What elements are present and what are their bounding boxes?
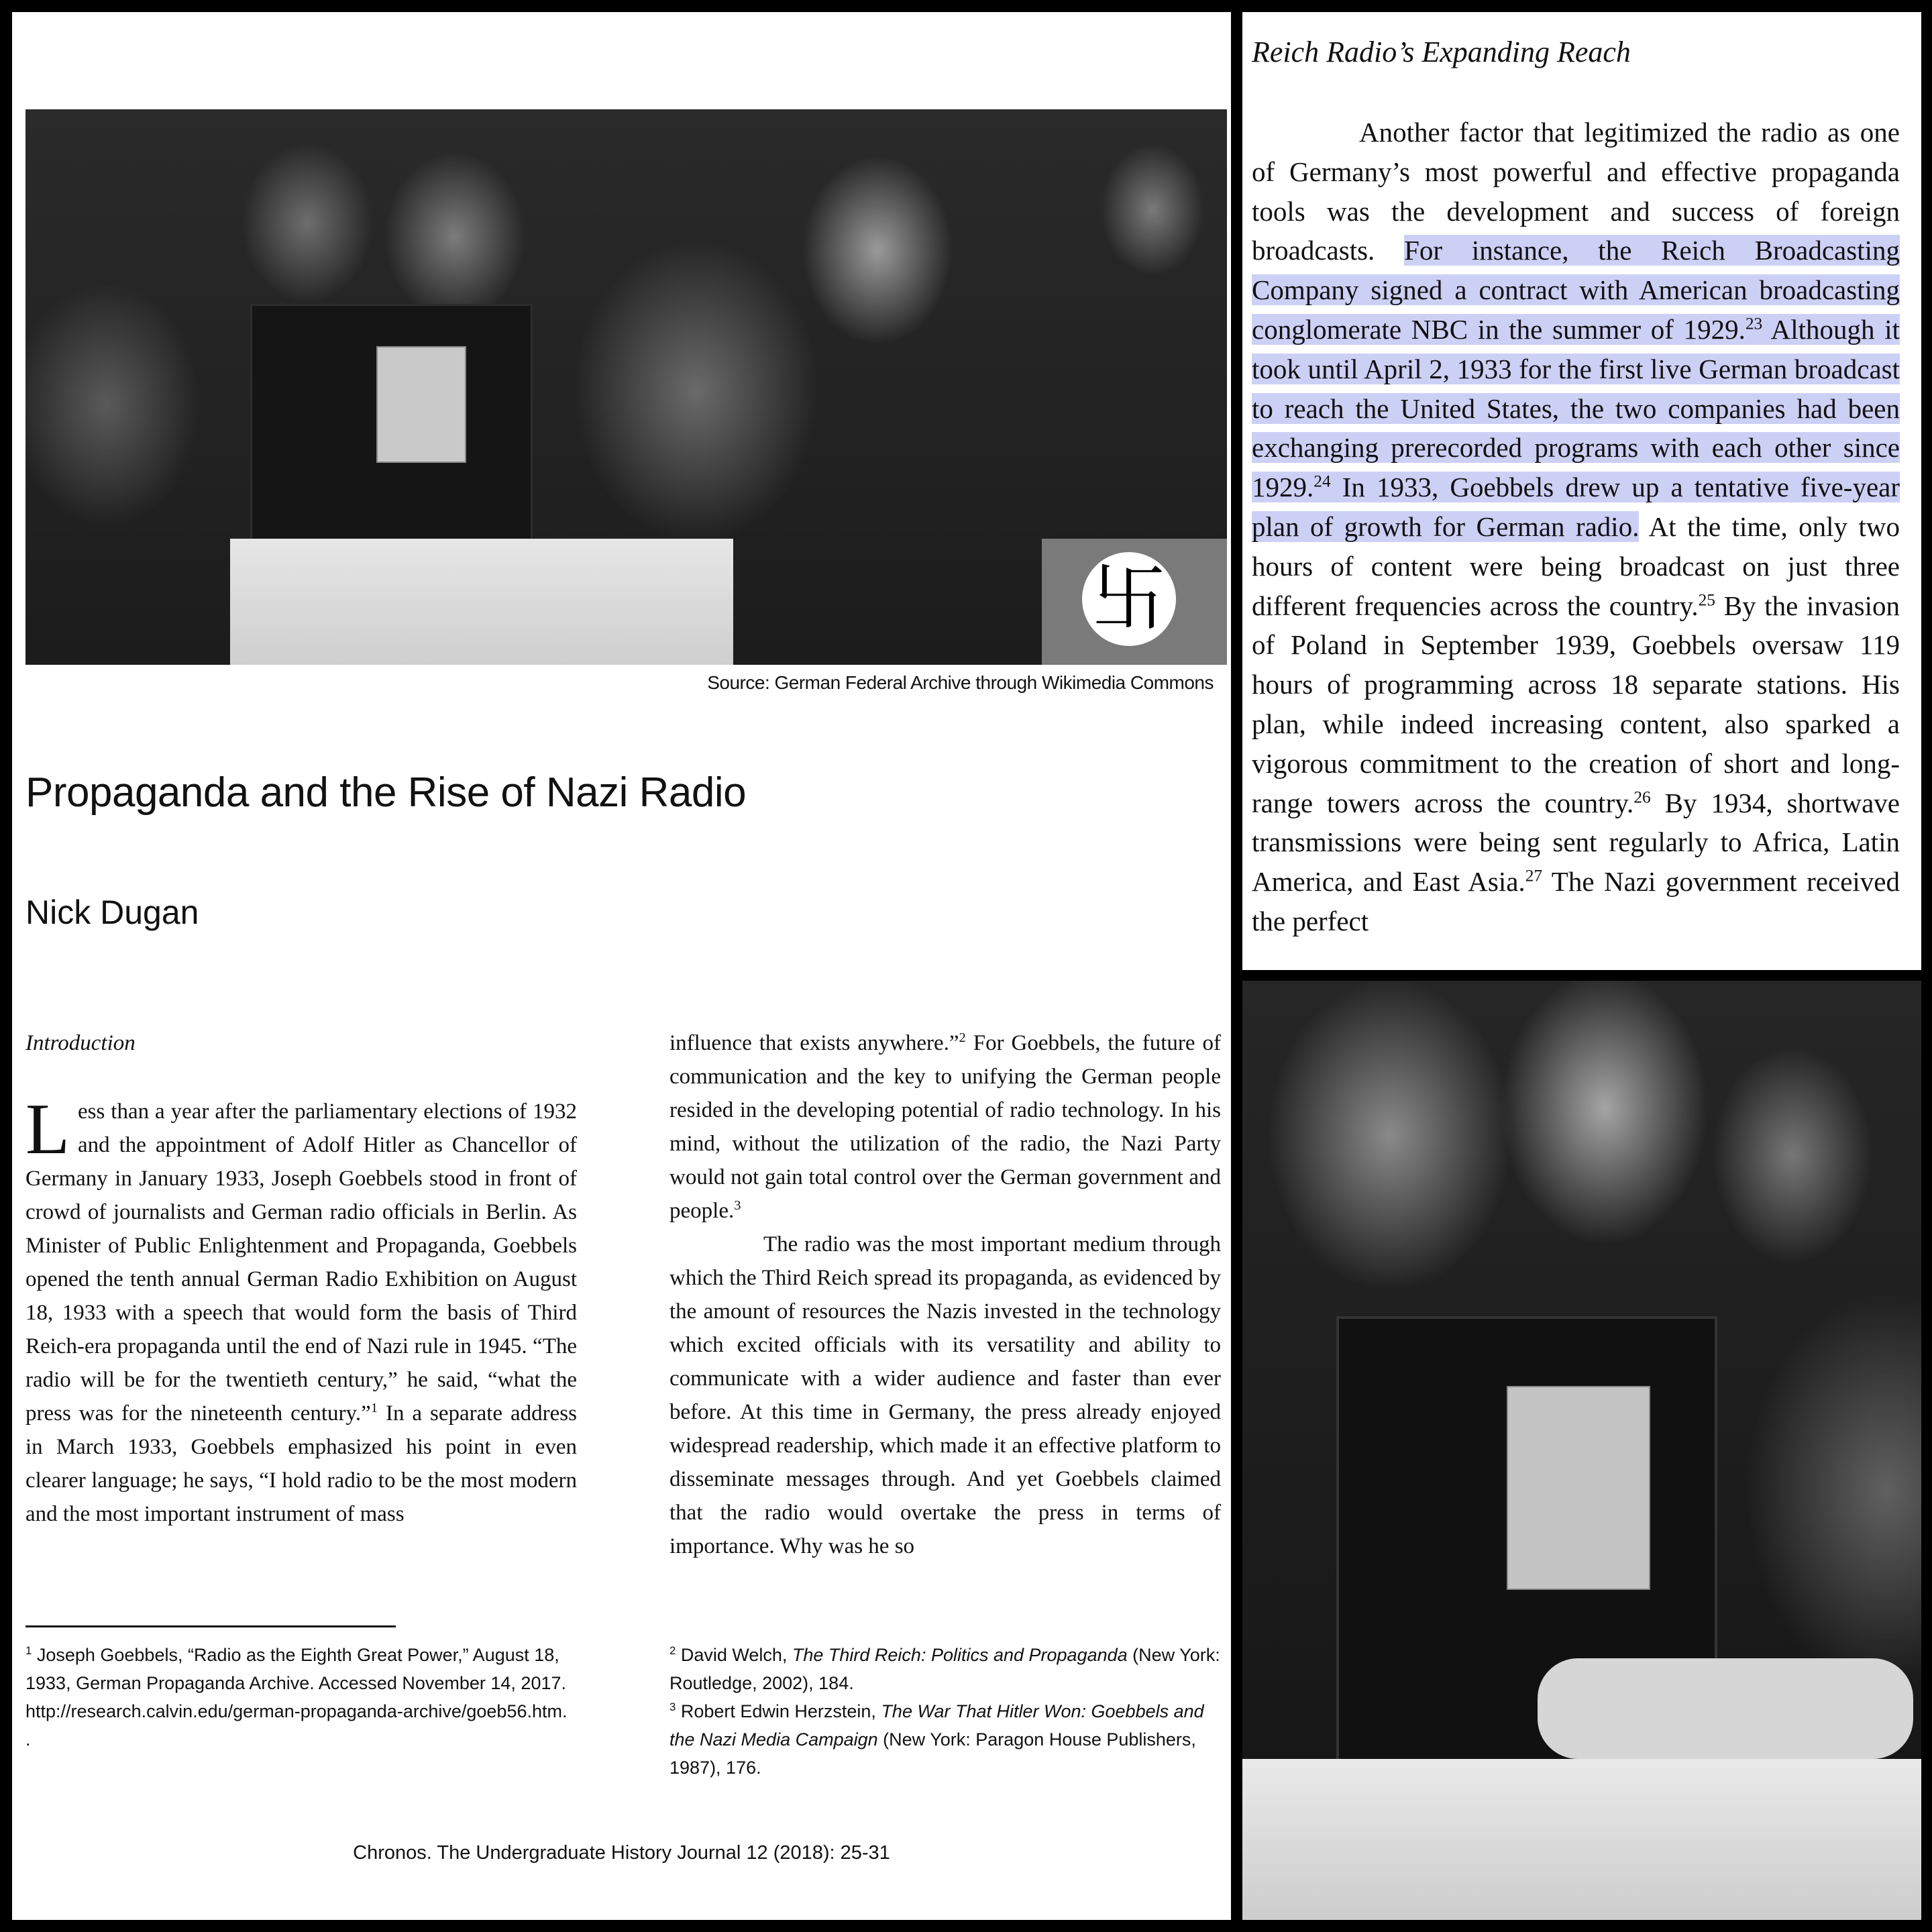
drop-cap: L <box>25 1089 70 1169</box>
display-plinth <box>1242 1759 1921 1920</box>
footnote-ref[interactable]: 1 <box>370 1401 378 1415</box>
footnote: $^3$ Robert Edwin Herzstein, The War That Hitler Won: Goebbels and the Nazi Media Campaign (New York: Paragon House Publishers, 1987), 176. <box>669 1701 1204 1778</box>
footnote-ref[interactable]: 23 <box>1745 314 1763 333</box>
footnotes-right <box>669 1641 1221 1782</box>
footnote-ref[interactable]: 24 <box>1313 472 1331 491</box>
footnote-ref[interactable]: 3 <box>734 1198 741 1213</box>
footnote-divider <box>25 1625 396 1627</box>
section-heading: Introduction <box>25 1031 136 1055</box>
selected-text[interactable]: For instance, the Reich Broadcasting Company signed a contract with American broadcasting conglomerate NBC in the summer of 1929.23 Although it took until April 2, 1933 for the first live German broadcast to reach the United States, the two companies had been exchanging prerecorded programs with each other since 1929.24 In 1933, Goebbels drew up a tentative five-year plan of growth for German radio. <box>1252 235 1900 542</box>
article-author: Nick Dugan <box>25 894 199 931</box>
zoomed-text-page <box>1242 12 1921 970</box>
paragraph-continued: influence that exists anywhere.”$^2$ For Goebbels, the future of communication and the key to unifying the German people resided in the developing potential of radio technology. In his mind, without the utilization of the radio, the Nazi Party would not gain total control over the German government and people.$^3$ <box>669 1030 1221 1223</box>
journal-footer: Chronos. The Undergraduate History Journal 12 (2018): 25-31 <box>353 1842 890 1864</box>
section-heading: Reich Radio’s Expanding Reach <box>1252 36 1631 68</box>
footnote-ref[interactable]: 2 <box>959 1030 966 1045</box>
article-page <box>12 12 1231 1920</box>
column-1 <box>25 1026 577 1531</box>
armband <box>1042 539 1227 665</box>
historical-photo <box>25 109 1227 665</box>
hand <box>1538 1658 1913 1759</box>
footnote: $^1$ Joseph Goebbels, “Radio as the Eighth Great Power,” August 18, 1933, German Propaganda Archive. Accessed November 14, 2017. http://research.calvin.edu/german-propaganda-archive/goeb56.htm. <box>25 1644 568 1721</box>
paragraph: The radio was the most important medium through which the Third Reich spread its propaganda, as evidenced by the amount of resources the Nazis invested in the technology which excited officials with its versatility and ability to communicate with a wider audience and faster than ever before. At this time in Germany, the press already enjoyed widespread readership, which made it an effective platform to disseminate messages through. And yet Goebbels claimed that the radio would overtake the press in terms of importance. Why was he so <box>669 1232 1221 1558</box>
armband-emblem: 卐 <box>1082 552 1176 646</box>
section-paragraph: Another factor that legitimized the radio as one of Germany’s most powerful and effective propaganda tools was the development and success of foreign broadcasts. For instance, the Reich Broadcasting Company signed a contract with American broadcasting conglomerate NBC in the summer of 1929.23 Although it took until April 2, 1933 for the first live German broadcast to reach the United States, the two companies had been exchanging prerecorded programs with each other since 1929.24 In 1933, Goebbels drew up a tentative five-year plan of growth for German radio. At the time, only two hours of content were being broadcast on just three different frequencies across the country.$^{25}$ By the invasion of Poland in September 1939, Goebbels oversaw 119 hours of programming across 18 separate stations. His plan, while indeed increasing content, also sparked a vigorous commitment to the creation of short and long-range towers across the country.$^{26}$ By 1934, shortwave transmissions were being sent regularly to Africa, Latin America, and East Asia.$^{27}$ The Nazi government received the perfect <box>1252 117 1900 936</box>
footnote: $^2$ David Welch, The Third Reich: Politics and Propaganda (New York: Routledge, 2002), 184. <box>669 1644 1220 1693</box>
zoomed-photo <box>1242 981 1921 1920</box>
footnotes-left: $^1$ Joseph Goebbels, “Radio as the Eighth Great Power,” August 18, 1933, German Propaganda Archive. Accessed November 14, 2017. http://research.calvin.edu/german-propaganda-archive/goeb56.htm. . <box>25 1641 576 1754</box>
column-2 <box>669 1026 1221 1563</box>
footnote-ref[interactable]: 26 <box>1633 787 1651 806</box>
photo-source-caption: Source: German Federal Archive through Wikimedia Commons <box>707 672 1214 693</box>
article-title: Propaganda and the Rise of Nazi Radio <box>25 769 747 816</box>
footnote-ref[interactable]: 25 <box>1698 590 1715 609</box>
intro-paragraph: Less than a year after the parliamentary elections of 1932 and the appointment of Adolf Hitler as Chancellor of Germany in January 1933, Joseph Goebbels stood in front of crowd of journalists and German radio officials in Berlin. As Minister of Public Enlightenment and Propaganda, Goebbels opened the tenth annual German Radio Exhibition on August 18, 1933 with a speech that would form the basis of Third Reich-era propaganda until the end of Nazi rule in 1945. “The radio will be for the twentieth century,” he said, “what the press was for the nineteenth century.”$^1$ In a separate address in March 1933, Goebbels emphasized his point in even clearer language; he says, “I hold radio to be the most modern and the most important instrument of mass <box>25 1089 577 1526</box>
display-plinth <box>230 539 733 665</box>
footnote-ref[interactable]: 27 <box>1525 866 1543 885</box>
